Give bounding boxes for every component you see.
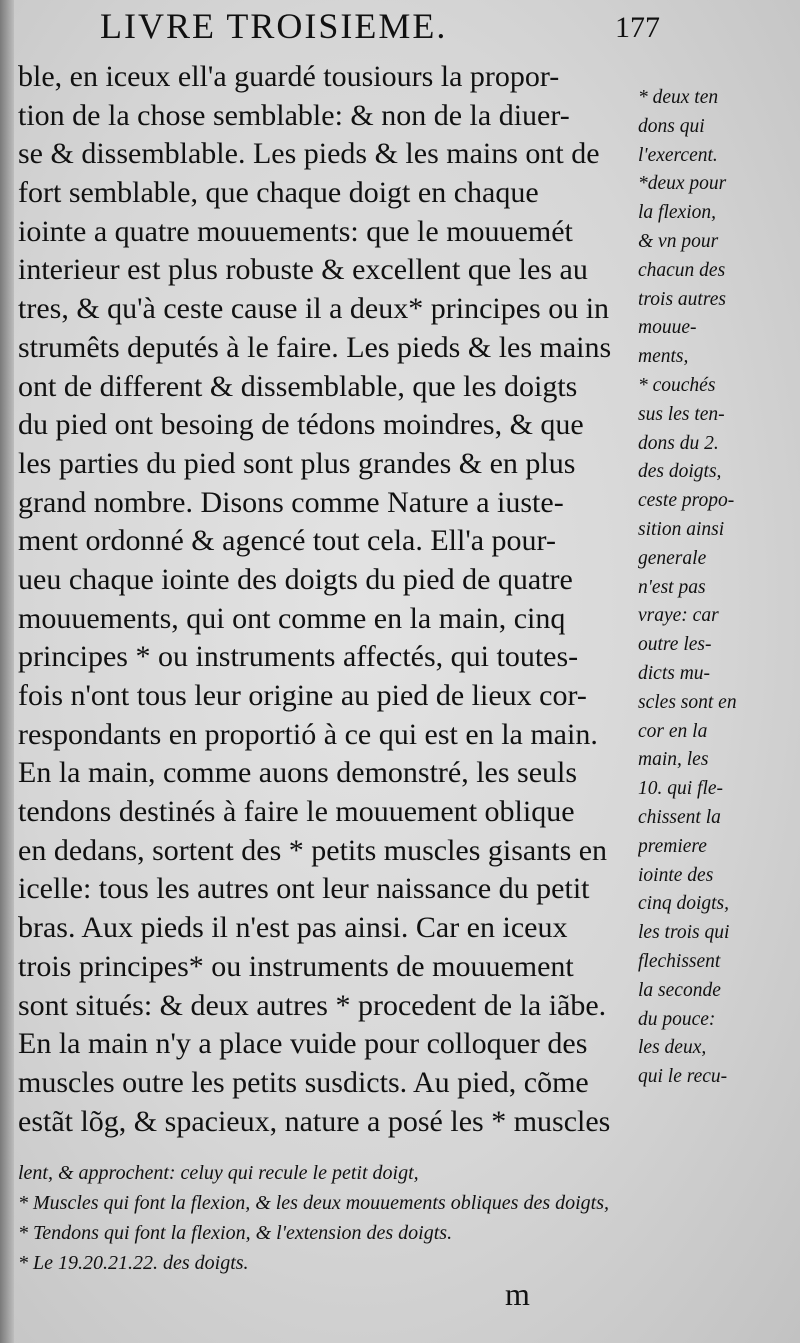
text-line: bras. Aux pieds il n'est pas ainsi. Car en iceux: [18, 911, 568, 945]
text-line: se & dissemblable. Les pieds & les mains ont de: [18, 137, 600, 171]
footnote-line: * Muscles qui font la flexion, & les deux mouuements obliques des doigts,: [18, 1192, 610, 1214]
margin-note-line: cor en la: [638, 720, 708, 742]
text-line: muscles outre les petits susdicts. Au pied, cõme: [18, 1065, 589, 1099]
text-line: ont de different & dissemblable, que les doigts: [18, 369, 578, 403]
text-line: estãt lõg, & spacieux, nature a posé les * muscles: [18, 1104, 611, 1138]
text-line: En la main, comme auons demonstré, les seuls: [18, 756, 578, 790]
text-line: grand nombre. Disons comme Nature a iuste-: [18, 485, 564, 519]
margin-note-line: la seconde: [638, 979, 721, 1001]
margin-note-line: qui le recu-: [638, 1066, 728, 1088]
margin-note-line: generale: [638, 547, 707, 569]
text-line: principes * ou instruments affectés, qui toutes-: [18, 640, 579, 674]
text-line: trois principes* ou instruments de mouuement: [18, 949, 574, 983]
footnote-line: lent, & approchent: celuy qui recule le petit doigt,: [18, 1162, 419, 1184]
margin-note-line: scles sont en: [638, 691, 737, 713]
footnote-line: * Le 19.20.21.22. des doigts.: [18, 1252, 249, 1274]
text-line: sont situés: & deux autres * procedent de la iãbe.: [18, 988, 607, 1022]
margin-note-line: vraye: car: [638, 605, 719, 627]
running-head: [100, 6, 660, 46]
text-line: fort semblable, que chaque doigt en chaque: [18, 176, 539, 210]
text-line: tendons destinés à faire le mouuement oblique: [18, 795, 575, 829]
text-line: En la main n'y a place vuide pour colloquer des: [18, 1027, 588, 1061]
text-line: tion de la chose semblable: & non de la diuer-: [18, 98, 570, 132]
text-line: icelle: tous les autres ont leur naissance du petit: [18, 872, 590, 906]
text-line: mouuements, qui ont comme en la main, cinq: [18, 601, 566, 635]
margin-note-line: la flexion,: [638, 202, 716, 224]
text-line: ueu chaque iointe des doigts du pied de quatre: [18, 562, 573, 596]
margin-note-line: 10. qui fle-: [638, 778, 724, 800]
margin-note-line: flechissent: [638, 950, 721, 972]
footnotes: [18, 1158, 788, 1278]
margin-note-line: ceste propo-: [638, 490, 735, 512]
margin-notes: [638, 84, 798, 1092]
margin-note-line: trois autres: [638, 288, 726, 310]
text-line: strumêts deputés à le faire. Les pieds & les mains: [18, 330, 612, 364]
margin-note-line: dons qui: [638, 115, 705, 137]
main-text-block: [18, 58, 636, 1141]
text-line: interieur est plus robuste & excellent que les au: [18, 253, 588, 287]
page-number: 177: [615, 11, 660, 44]
margin-note-line: ments,: [638, 346, 689, 368]
text-line: en dedans, sortent des * petits muscles gisants en: [18, 833, 608, 867]
text-line: respondants en proportió à ce qui est en la main.: [18, 717, 598, 751]
margin-note-line: sition ainsi: [638, 518, 725, 540]
margin-note-line: mouue-: [638, 317, 697, 339]
margin-note-line: chissent la: [638, 806, 721, 828]
margin-note-line: n'est pas: [638, 576, 706, 598]
margin-note-line: premiere: [638, 835, 707, 857]
margin-note-line: * couchés: [638, 374, 716, 396]
margin-note-line: dons du 2.: [638, 432, 719, 454]
margin-note-line: & vn pour: [638, 230, 719, 252]
text-line: les parties du pied sont plus grandes & en plus: [18, 446, 576, 480]
footnote-line: * Tendons qui font la flexion, & l'extension des doigts.: [18, 1222, 453, 1244]
running-title: LIVRE TROISIEME.: [100, 6, 448, 46]
signature-mark: m: [505, 1276, 530, 1312]
margin-note-line: *deux pour: [638, 173, 727, 195]
text-line: tres, & qu'à ceste cause il a deux* principes ou in: [18, 292, 610, 326]
margin-note-line: dicts mu-: [638, 662, 711, 684]
margin-note-line: les trois qui: [638, 922, 730, 944]
text-line: du pied ont besoing de tédons moindres, & que: [18, 408, 584, 442]
margin-note-line: outre les-: [638, 634, 712, 656]
text-line: ble, en iceux ell'a guardé tousiours la propor-: [18, 60, 560, 93]
margin-note-line: cinq doigts,: [638, 893, 729, 915]
margin-note-line: main, les: [638, 749, 709, 771]
margin-note-line: * deux ten: [638, 87, 719, 108]
margin-note-line: sus les ten-: [638, 403, 725, 425]
margin-note-line: des doigts,: [638, 461, 722, 483]
text-line: iointe a quatre mouuements: que le mouuemét: [18, 214, 573, 248]
margin-note-line: chacun des: [638, 259, 726, 281]
text-line: ment ordonné & agencé tout cela. Ell'a pour-: [18, 524, 556, 558]
margin-note-line: du pouce:: [638, 1008, 716, 1030]
text-line: fois n'ont tous leur origine au pied de lieux cor-: [18, 679, 587, 712]
margin-note-line: iointe des: [638, 864, 714, 886]
margin-note-line: l'exercent.: [638, 144, 718, 166]
margin-note-line: les deux,: [638, 1037, 707, 1059]
